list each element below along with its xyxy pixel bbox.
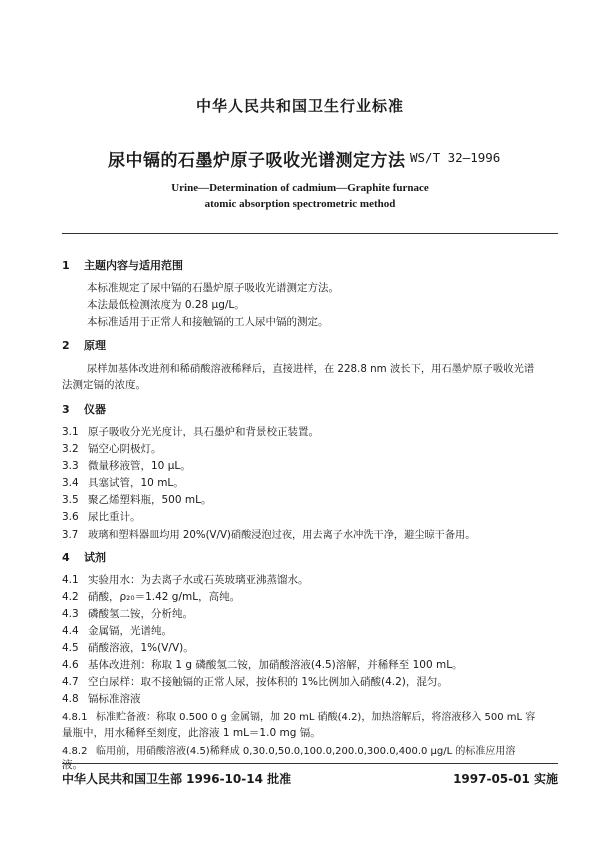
section-title: 仪器 bbox=[84, 403, 106, 416]
standard-number: WS/T 32—1996 bbox=[410, 150, 501, 165]
list-item bbox=[62, 674, 448, 689]
item-text: 尿比重计。 bbox=[88, 511, 141, 523]
item-text: 原子吸收分光光度计，具石墨炉和背景校正装置。 bbox=[88, 426, 319, 438]
item-text: 微量移液管，10 μL。 bbox=[88, 460, 191, 472]
item-number: 3.1 bbox=[62, 426, 79, 438]
section-number: 1 bbox=[62, 259, 70, 272]
list-item bbox=[62, 509, 141, 524]
section-number: 3 bbox=[62, 403, 70, 416]
item-text: 具塞试管，10 mL。 bbox=[88, 477, 184, 489]
section-title: 原理 bbox=[84, 339, 106, 352]
section-4-heading bbox=[62, 549, 106, 565]
item-number: 4.3 bbox=[62, 608, 79, 620]
list-item bbox=[62, 424, 319, 439]
list-item bbox=[62, 441, 162, 456]
section-title: 主题内容与适用范围 bbox=[84, 259, 183, 272]
section-number: 2 bbox=[62, 339, 70, 352]
approval-info: 中华人民共和国卫生部 1996-10-14 批准 bbox=[62, 772, 292, 786]
sub-item-continuation: 量瓶中，用水稀释至刻度，此溶液 1 mL＝1.0 mg 镉。 bbox=[62, 727, 321, 739]
list-item bbox=[62, 623, 172, 638]
item-number: 3.6 bbox=[62, 511, 79, 523]
item-text: 硝酸，ρ₂₀＝1.42 g/mL，高纯。 bbox=[88, 591, 241, 603]
item-text: 基体改进剂：称取 1 g 磷酸氢二铵，加硝酸溶液(4.5)溶解，并稀释至 100 mL。 bbox=[88, 659, 463, 671]
list-item bbox=[62, 458, 191, 473]
item-number: 4.8.1 bbox=[62, 712, 88, 723]
sub-item-continuation: 液。 bbox=[62, 759, 83, 771]
item-text: 硝酸溶液，1%(V/V)。 bbox=[88, 642, 194, 654]
item-number: 3.2 bbox=[62, 443, 79, 455]
section-2-heading bbox=[62, 337, 106, 353]
item-number: 4.4 bbox=[62, 625, 79, 637]
item-text: 临用前，用硝酸溶液(4.5)稀释成 0,30.0,50.0,100.0,200.0,300.0,400.0 μg/L 的标准应用溶 bbox=[96, 746, 516, 757]
item-text: 磷酸氢二铵，分析纯。 bbox=[88, 608, 193, 620]
list-item bbox=[62, 606, 193, 621]
item-text: 镉空心阴极灯。 bbox=[88, 443, 162, 455]
list-item bbox=[62, 589, 240, 604]
item-number: 4.5 bbox=[62, 642, 79, 654]
section-number: 4 bbox=[62, 551, 70, 564]
paragraph-line: 尿样加基体改进剂和稀硝酸溶液稀释后，直接进样，在 228.8 nm 波长下，用石墨炉原子吸收光谱 bbox=[87, 363, 535, 375]
document-title: 尿中镉的石墨炉原子吸收光谱测定方法 bbox=[108, 151, 406, 171]
item-number: 4.8.2 bbox=[62, 746, 88, 757]
item-number: 3.7 bbox=[62, 530, 79, 541]
section-3-heading bbox=[62, 401, 106, 417]
paragraph-line: 本法最低检测浓度为 0.28 μg/L。 bbox=[87, 299, 245, 311]
item-number: 4.7 bbox=[62, 676, 79, 688]
item-text: 标准贮备液：称取 0.500 0 g 金属镉，加 20 mL 硝酸(4.2)，加热溶解后，将溶液移入 500 mL 容 bbox=[96, 712, 536, 723]
paragraph-line: 本标准规定了尿中镉的石墨炉原子吸收光谱测定方法。 bbox=[87, 282, 339, 294]
item-number: 3.4 bbox=[62, 477, 79, 489]
list-item bbox=[62, 691, 141, 706]
standard-category-header: 中华人民共和国卫生行业标准 bbox=[195, 97, 404, 115]
english-title-line-2: atomic absorption spectrometric method bbox=[204, 198, 396, 210]
list-item bbox=[62, 475, 184, 490]
item-text: 聚乙烯塑料瓶，500 mL。 bbox=[88, 494, 212, 506]
section-title: 试剂 bbox=[84, 551, 106, 564]
item-number: 3.3 bbox=[62, 460, 79, 472]
item-number: 3.5 bbox=[62, 494, 79, 506]
list-item bbox=[62, 526, 475, 541]
item-number: 4.6 bbox=[62, 659, 79, 671]
list-item bbox=[62, 657, 463, 672]
item-text: 空白尿样：取不接触镉的正常人尿，按体积的 1%比例加入硝酸(4.2)，混匀。 bbox=[88, 676, 448, 688]
item-text: 金属镉，光谱纯。 bbox=[88, 625, 172, 637]
bottom-divider bbox=[62, 763, 558, 764]
item-number: 4.2 bbox=[62, 591, 79, 603]
top-divider bbox=[62, 233, 558, 234]
item-text: 玻璃和塑料器皿均用 20%(V/V)硝酸浸泡过夜，用去离子水冲洗干净，避尘晾干备用。 bbox=[88, 530, 476, 541]
list-item bbox=[62, 492, 211, 507]
sub-item bbox=[62, 742, 515, 757]
implementation-date: 1997-05-01 实施 bbox=[453, 772, 558, 786]
paragraph-line: 本标准适用于正常人和接触镉的工人尿中镉的测定。 bbox=[87, 316, 329, 328]
item-number: 4.1 bbox=[62, 574, 79, 586]
list-item bbox=[62, 640, 194, 655]
item-text: 实验用水：为去离子水或石英玻璃亚沸蒸馏水。 bbox=[88, 574, 309, 586]
english-title-line-1: Urine—Determination of cadmium—Graphite furnace bbox=[171, 182, 429, 194]
item-number: 4.8 bbox=[62, 693, 79, 705]
section-1-heading bbox=[62, 257, 183, 273]
item-text: 镉标准溶液 bbox=[88, 693, 141, 705]
sub-item bbox=[62, 708, 535, 723]
paragraph-line: 法测定镉的浓度。 bbox=[62, 379, 146, 391]
list-item bbox=[62, 572, 309, 587]
